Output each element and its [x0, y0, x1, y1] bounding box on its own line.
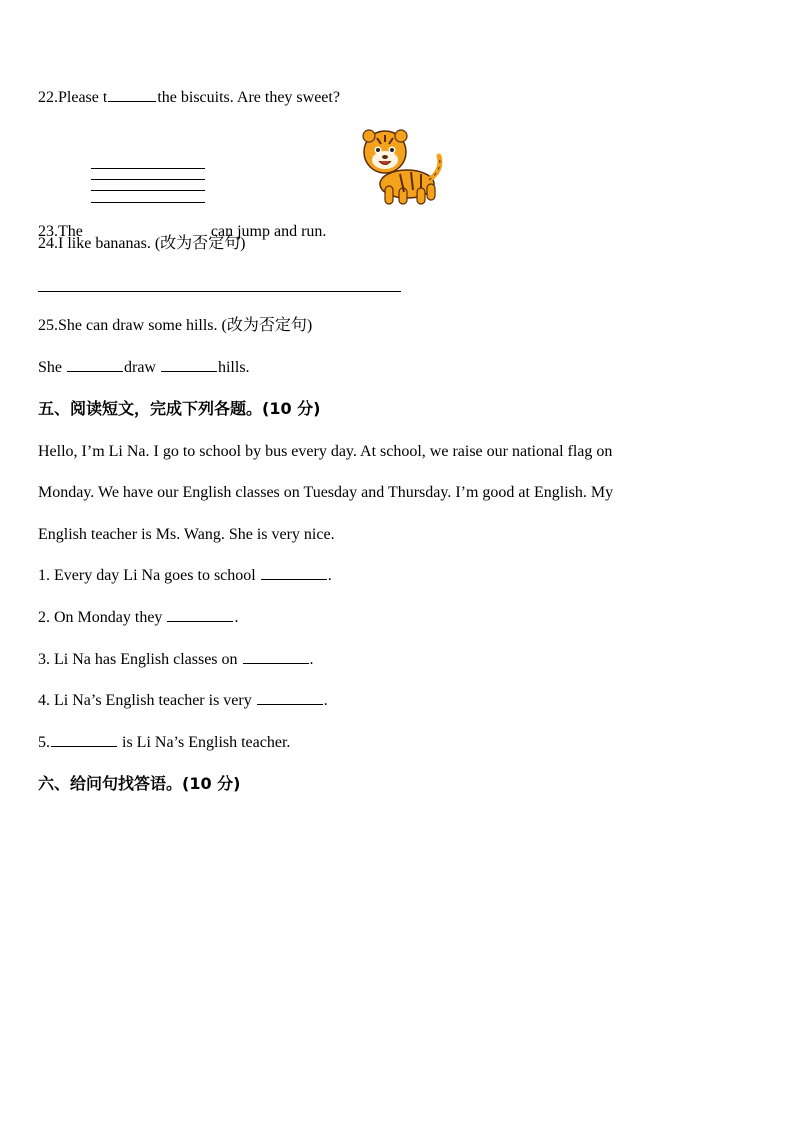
reading-question-4-text: 4. Li Na’s English teacher is very — [38, 692, 252, 709]
reading-question-5 — [38, 733, 290, 753]
question-25-answer — [38, 358, 250, 378]
answer-blank[interactable] — [261, 578, 327, 580]
question-25 — [38, 316, 312, 336]
reading-question-3-end: . — [309, 651, 314, 668]
question-25-answer-a: She — [38, 359, 62, 376]
question-25-answer-b: draw — [124, 359, 156, 376]
tiger-image — [355, 126, 445, 210]
passage-line-1: Hello, I’m Li Na. I go to school by bus every day. At school, we raise our national flag on — [38, 443, 613, 460]
four-line-writing-blank[interactable] — [91, 194, 205, 238]
reading-question-3-text: 3. Li Na has English classes on — [38, 651, 238, 668]
question-24-text: 24.I like bananas. (改为否定句) — [38, 235, 246, 252]
question-23-text-b: can jump and run. — [210, 223, 327, 240]
reading-question-3 — [38, 650, 314, 670]
answer-blank[interactable] — [108, 100, 156, 102]
reading-question-1-end: . — [327, 567, 332, 584]
question-24 — [38, 234, 246, 254]
question-22-text-b: the biscuits. Are they sweet? — [157, 89, 340, 106]
section-5-heading: 五、阅读短文，完成下列各题。(10 分) — [38, 399, 321, 418]
answer-blank[interactable] — [167, 620, 233, 622]
reading-question-1-text: 1. Every day Li Na goes to school — [38, 567, 256, 584]
answer-blank[interactable] — [243, 662, 309, 664]
reading-question-5-text: 5. — [38, 734, 50, 751]
reading-question-4 — [38, 691, 328, 711]
question-22 — [38, 88, 340, 108]
passage-line-3: English teacher is Ms. Wang. She is very nice. — [38, 526, 335, 543]
reading-question-5-end: is Li Na’s English teacher. — [122, 734, 291, 751]
question-22-text-a: 22.Please t — [38, 89, 108, 106]
reading-question-1 — [38, 566, 332, 586]
reading-question-4-end: . — [323, 692, 328, 709]
question-23-text-a: 23.The — [38, 223, 83, 240]
question-25-text: 25.She can draw some hills. (改为否定句) — [38, 317, 313, 334]
section-6-heading: 六、给问句找答语。(10 分) — [38, 774, 241, 793]
reading-question-2-end: . — [234, 609, 239, 626]
question-24-answer-line[interactable] — [38, 291, 401, 292]
answer-blank[interactable] — [67, 370, 123, 372]
answer-blank[interactable] — [257, 703, 323, 705]
answer-blank[interactable] — [161, 370, 217, 372]
passage-line-2: Monday. We have our English classes on Tuesday and Thursday. I’m good at English. My — [38, 484, 614, 501]
answer-blank[interactable] — [51, 745, 117, 747]
reading-question-2 — [38, 608, 238, 628]
reading-question-2-text: 2. On Monday they — [38, 609, 163, 626]
question-25-answer-c: hills. — [217, 359, 250, 376]
